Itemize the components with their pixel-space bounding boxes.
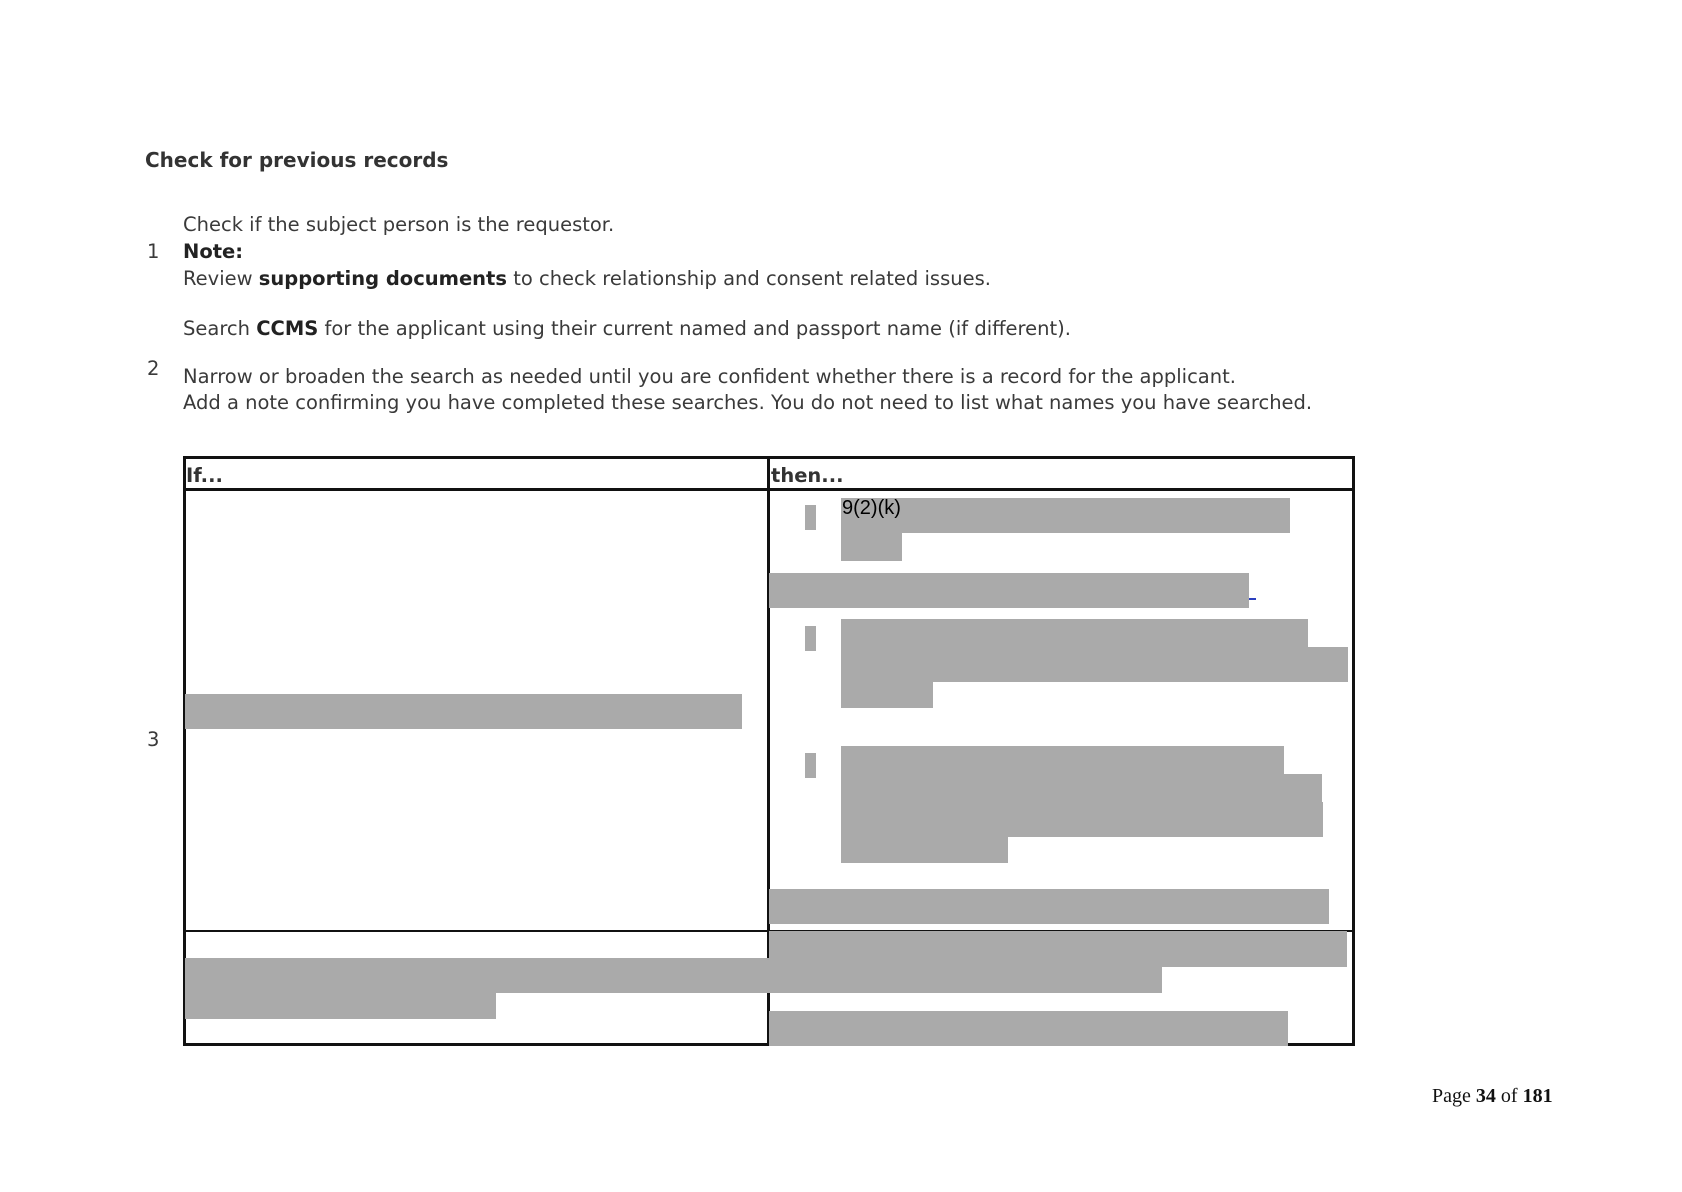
redaction-block [769,573,1249,608]
step-number-2: 2 [147,357,160,380]
redaction-block [841,774,1322,804]
link-underline [1249,598,1256,600]
redaction-block [841,498,1290,533]
page-number: 34 [1475,1085,1496,1107]
redaction-block [841,746,1284,776]
redaction-block [185,991,496,1019]
table-border-right [1352,456,1355,1046]
redaction-block [841,531,902,561]
header-if: If... [186,464,223,487]
bullet-redaction [805,505,816,530]
redaction-block [841,835,1008,863]
ccms-term: CCMS [256,317,319,340]
step2-line1: Search CCMS for the applicant using their current named and passport name (if different). [183,317,1071,340]
redaction-block [841,680,933,708]
step2-line2: Narrow or broaden the search as needed until you are confident whether there is a record for the applicant. [183,365,1236,388]
page-footer: Page 34 of 181 [1432,1085,1553,1107]
redaction-block [185,958,1162,993]
redaction-block [185,694,742,729]
step1-line3: Review supporting documents to check relationship and consent related issues. [183,267,991,290]
redaction-block [769,889,1329,924]
redaction-block [841,619,1308,649]
redaction-block [769,1011,1288,1046]
bullet-redaction [805,626,816,651]
step1-note-label: Note: [183,240,244,263]
step1-line1: Check if the subject person is the requestor. [183,213,615,236]
section-heading: Check for previous records [145,148,449,172]
redaction-block [841,802,1323,837]
bullet-redaction [805,753,816,778]
redaction-code: 9(2)(k) [842,497,901,519]
header-then: then... [771,464,844,487]
step2-line3: Add a note confirming you have completed these searches. You do not need to list what names you have searched. [183,391,1313,414]
step-number-3: 3 [147,728,160,751]
step-number-1: 1 [147,240,160,263]
page-total: 181 [1522,1085,1553,1107]
redaction-block [841,647,1348,682]
supporting-documents-term: supporting documents [258,267,507,290]
